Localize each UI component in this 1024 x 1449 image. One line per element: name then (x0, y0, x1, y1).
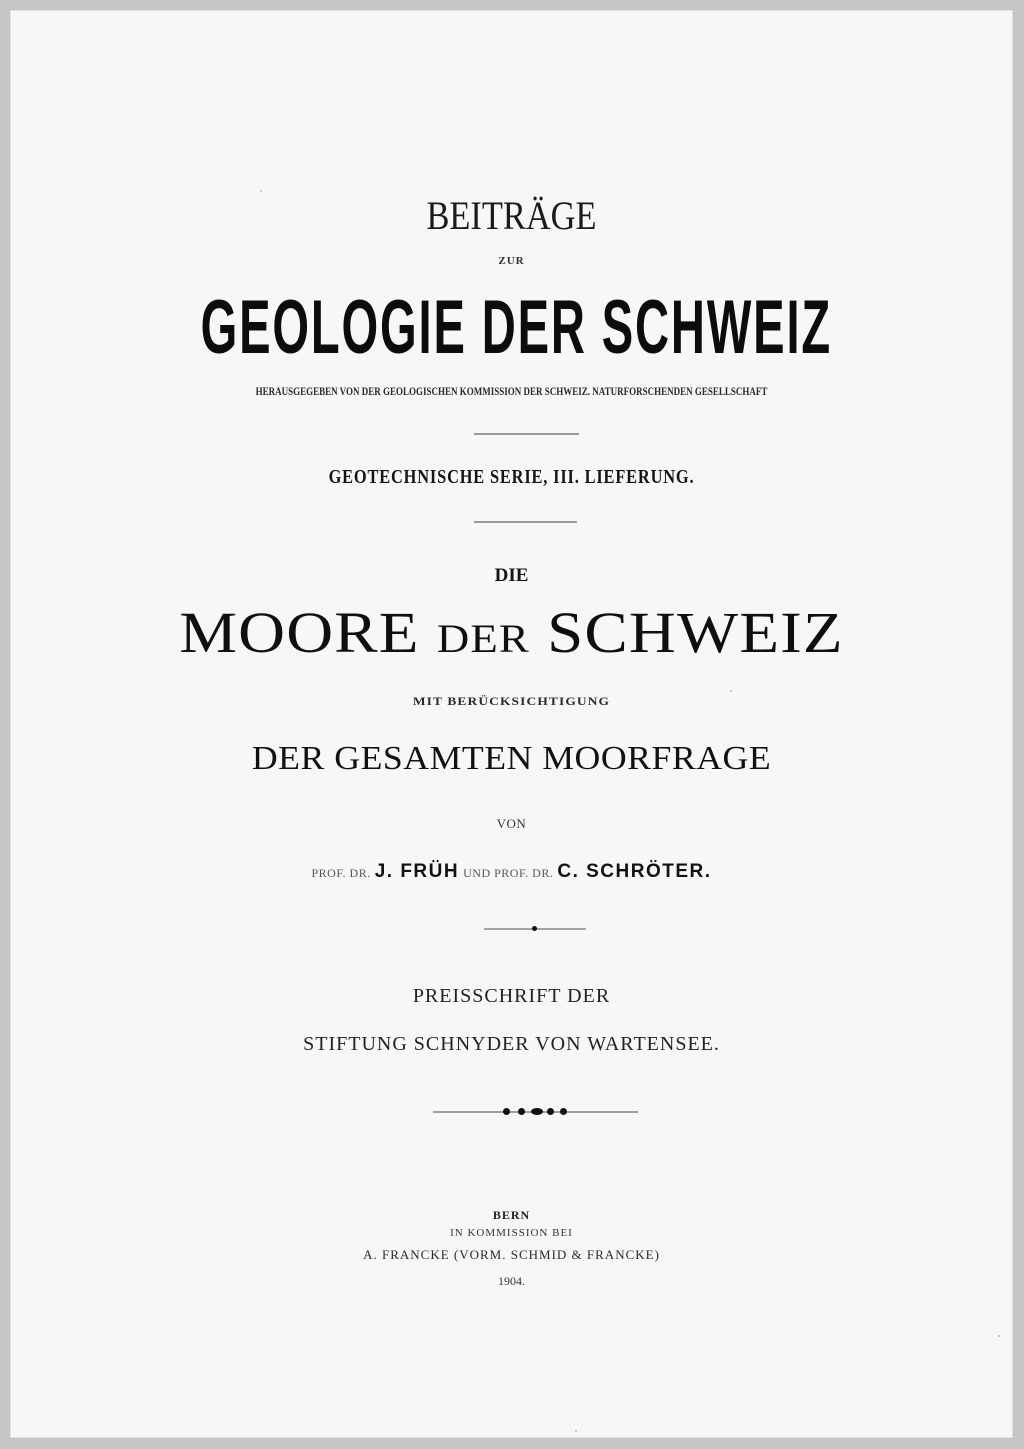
dotted-divider (484, 928, 586, 930)
work-title-part2: DER (436, 616, 530, 661)
imprint-publisher: A. FRANCKE (VORM. SCHMID & FRANCKE) (363, 1247, 660, 1262)
work-title-article: DIE (494, 565, 529, 586)
author2-name: C. SCHRÖTER. (557, 861, 712, 882)
paper-speck (998, 1335, 1000, 1337)
imprint-place: BERN (492, 1208, 531, 1222)
work-subtitle: DER GESAMTEN MOORFRAGE (251, 740, 772, 777)
paper-speck (575, 1430, 577, 1432)
paper-speck (260, 190, 262, 192)
series-subtitle: GEOTECHNISCHE SERIE, III. LIEFERUNG. (328, 466, 695, 488)
work-title-part3: SCHWEIZ (547, 600, 844, 665)
work-title-main (0, 600, 1024, 665)
imprint-year: 1904. (498, 1274, 525, 1288)
work-title-connector: MIT BERÜCKSICHTIGUNG (412, 694, 611, 708)
author-joiner: UND PROF. DR. (463, 866, 554, 880)
author1-name: J. FRÜH (374, 861, 460, 882)
divider-rule (474, 433, 579, 435)
byline-von: VON (496, 816, 527, 831)
author1-prefix: PROF. DR. (311, 866, 371, 880)
paper-speck (730, 690, 732, 692)
series-title-line2: ZUR (498, 255, 525, 267)
ornament-bead-icon (503, 1108, 510, 1115)
ornament-bead-icon (518, 1108, 525, 1115)
divider-rule (474, 521, 577, 523)
series-title-main: GEOLOGIE DER SCHWEIZ (200, 285, 833, 370)
ornament-bead-icon (547, 1108, 554, 1115)
ornamental-divider (433, 1111, 638, 1113)
divider-dot-icon (532, 926, 537, 931)
ornament-bead-icon (531, 1108, 543, 1115)
byline-authors (10, 862, 1013, 881)
publisher-note: HERAUSGEGEBEN VON DER GEOLOGISCHEN KOMMISSION DER SCHWEIZ. NATURFORSCHENDEN GESELLSCHAFT (255, 384, 768, 398)
imprint-commission: IN KOMMISSION BEI (450, 1227, 573, 1239)
award-line2: STIFTUNG SCHNYDER VON WARTENSEE. (303, 1033, 720, 1055)
award-line1: PREISSCHRIFT DER (412, 985, 611, 1007)
title-page (10, 10, 1013, 1438)
series-title-line1: BEITRÄGE (426, 193, 597, 238)
ornament-bead-icon (560, 1108, 567, 1115)
work-title-part1: MOORE (179, 600, 420, 665)
